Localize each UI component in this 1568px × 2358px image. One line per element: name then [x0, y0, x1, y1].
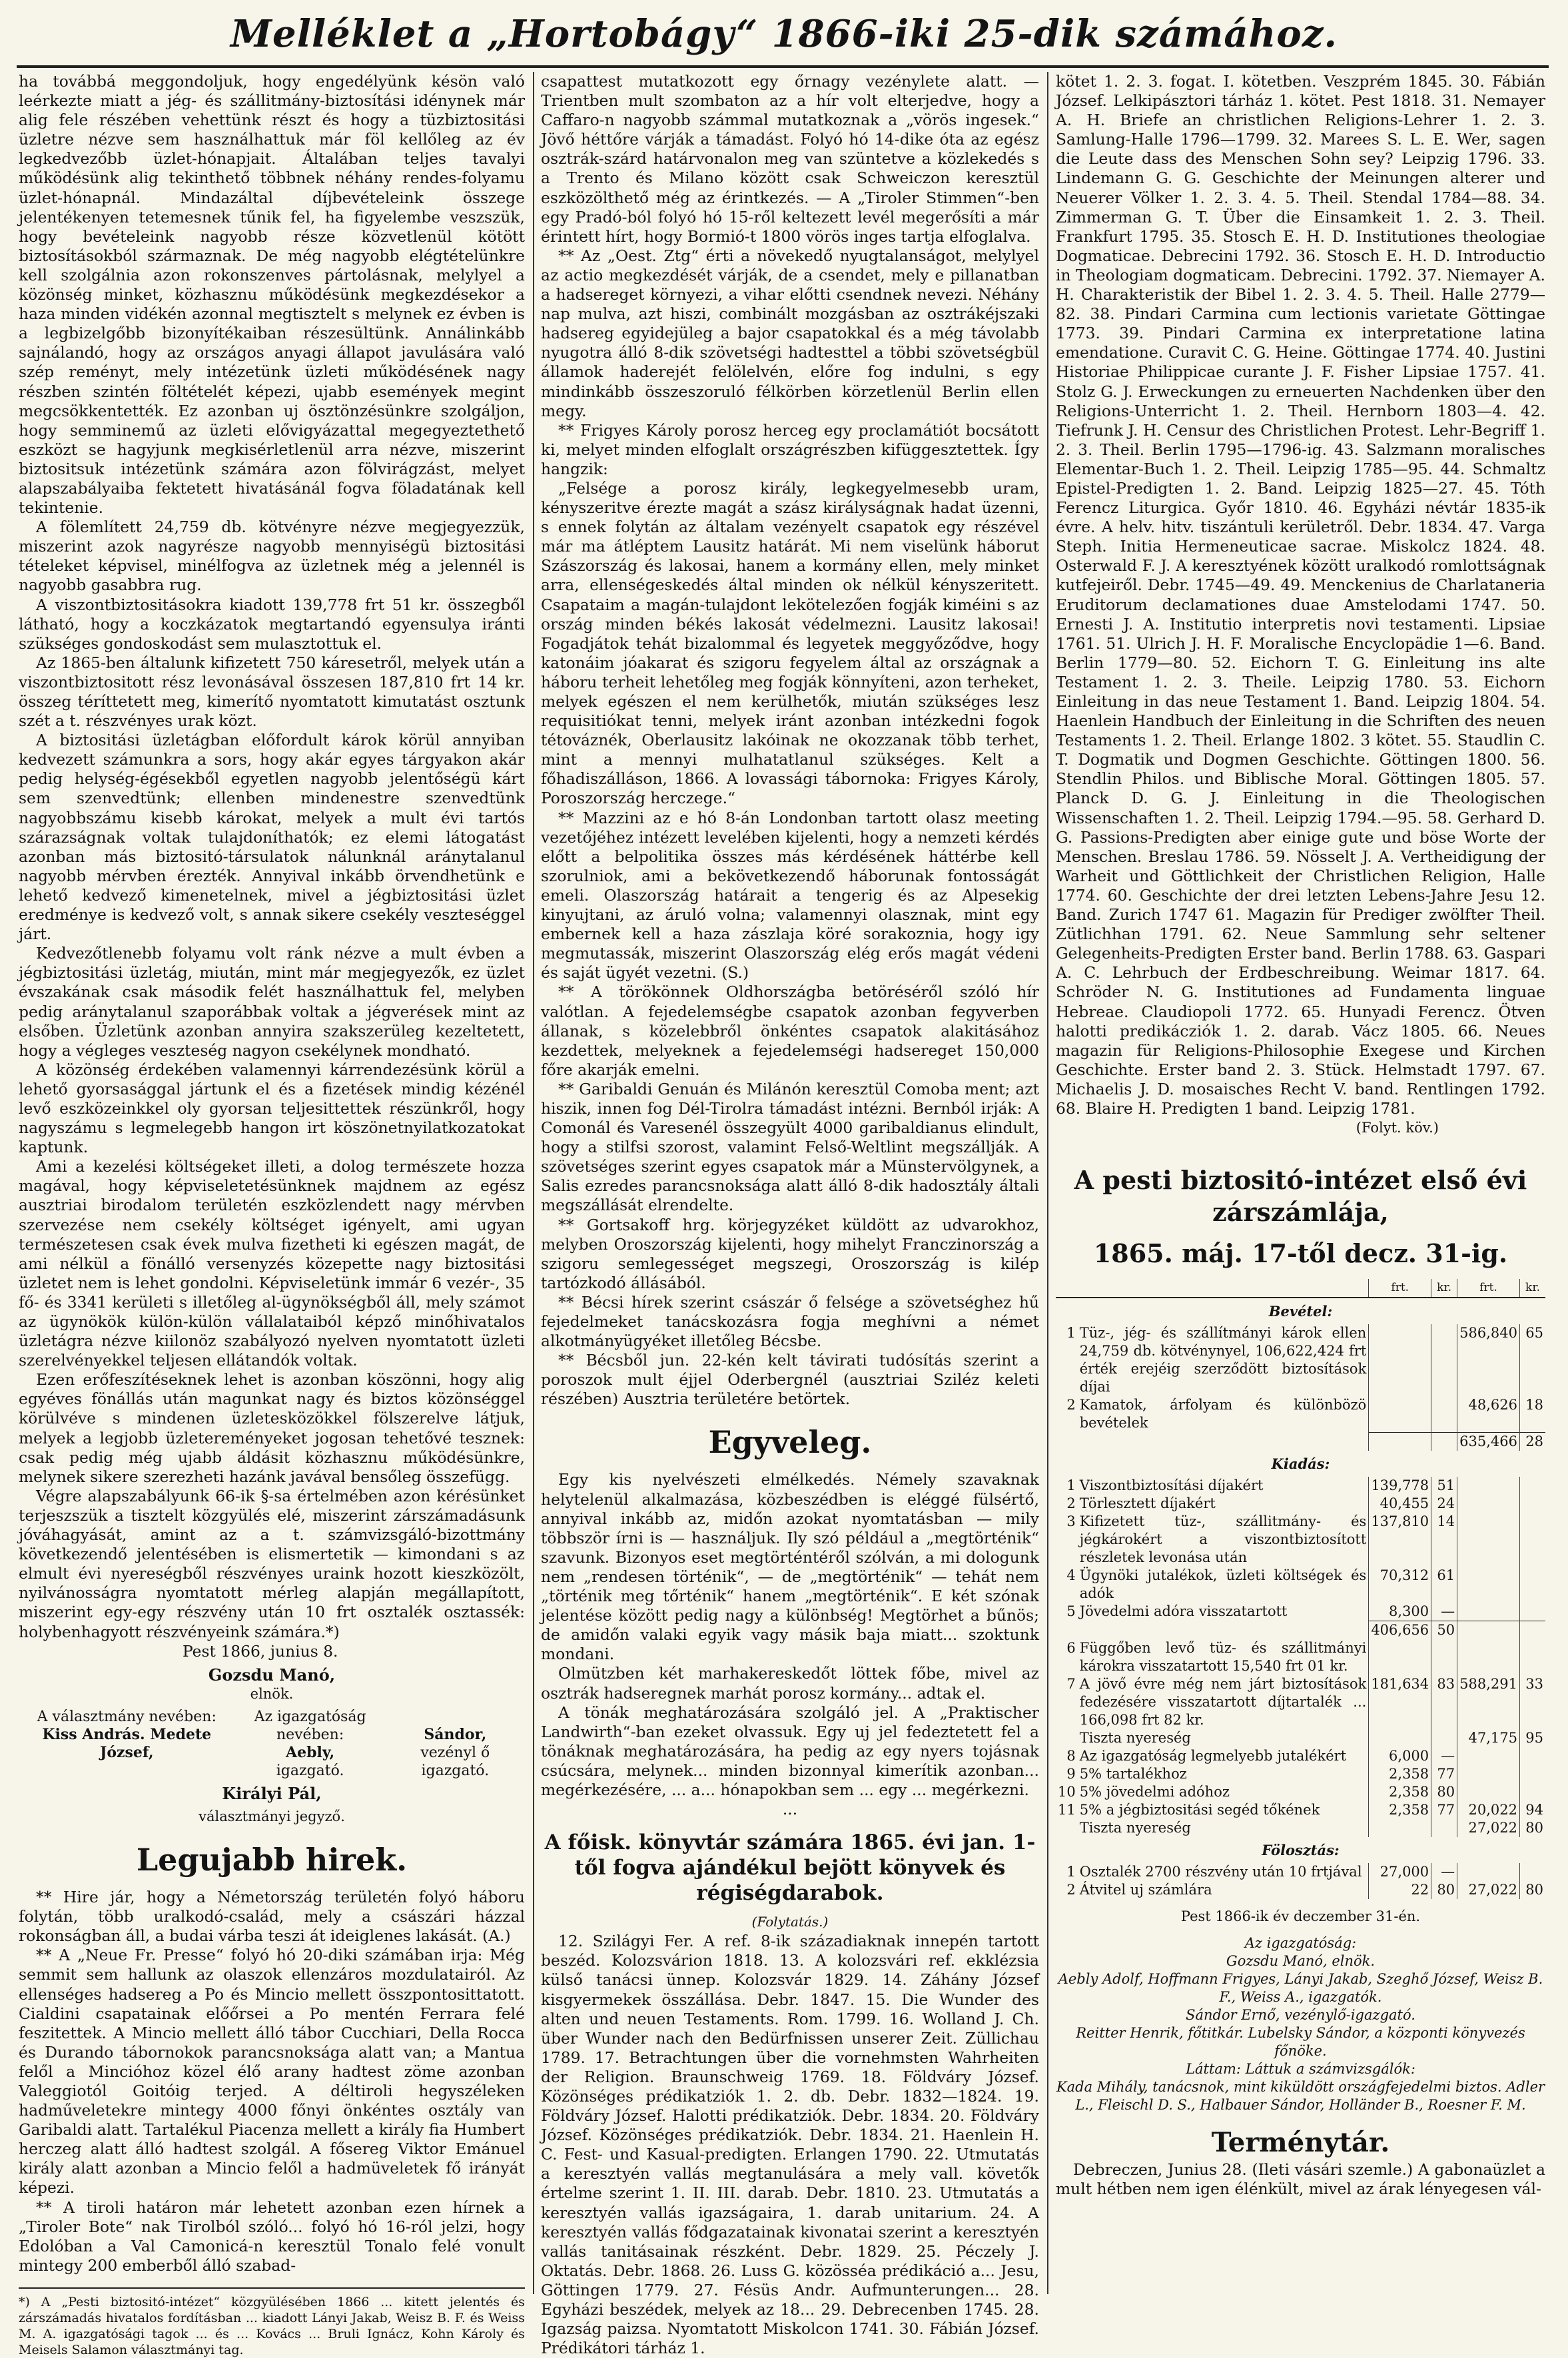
row-label: Függőben levő tüz- és szállitmányi károkra visszatartott 15,540 frt 01 kr.: [1079, 1639, 1367, 1674]
president-title: elnök.: [250, 1685, 294, 1702]
secretary-name: Királyi Pál,: [222, 1783, 322, 1803]
news-item: „Felsége a porosz király, legkegyelmesebb uram, kényszeritve érezte magát a szász királyságnak hadat üzenni, s ennek folytán az általam vezényelt csapatok egy részével már ma átléptem Lausitz határát. Mi nem viselünk háborut Szászország és lakosai, hanem a kormány ellen, mely minket arra, ellenségeskedés által minden ok nélkül kényszeritett. Csapataim a magán-tulajdont lekötelezően fogják kiméini s az ország minden békés lakosát védelmezni. Lausitz lakosai! Fogadjátok tehát bizalommal és legyetek meggyőződve, hogy katonáim jóakarat és szigoru fegyelem által az országnak a háboru terheit lehetőleg meg fogják könnyíteni, azon terheket, melyek egészen el nem kerülhetők, miután szükséges lesz requisitiókat tenni, melyek iránt azonban intézkedni fogok tétováznék, Oberlausitz lakóinak ne okozzanak több terhet, mint a mennyi mulhatatlanul szükséges. Kelt a főhadiszálláson, 1866. A lovassági tábornoka: Frigyes Károly, Poroszország herczege.“: [541, 478, 1039, 808]
row-kr-1: 77: [1431, 1801, 1457, 1819]
row-frt-1: 2,358: [1369, 1801, 1431, 1819]
row-kr-2: 28: [1520, 1432, 1546, 1451]
row-kr-2: [1520, 1863, 1546, 1881]
row-kr-1: —: [1431, 1603, 1457, 1621]
row-frt-2: 20,022: [1457, 1801, 1520, 1819]
row-frt-2: [1457, 1567, 1520, 1603]
board-middle: Az igazgatóság nevében: Aebly, igazgató.: [254, 1708, 366, 1779]
library-continued: (Folytatás.): [751, 1914, 829, 1930]
market-heading: Terménytár.: [1211, 2126, 1390, 2158]
row-kr-1: —: [1431, 1747, 1457, 1765]
row-frt-2: [1457, 1863, 1520, 1881]
row-number: 2: [1066, 1495, 1076, 1511]
row-kr-1: [1431, 1639, 1457, 1675]
header-kr: kr.: [1520, 1279, 1546, 1298]
account-row: [1056, 1396, 1545, 1432]
header-blank: [1056, 1279, 1078, 1298]
report-paragraph: Kedvezőtlenebb folyamu volt ránk nézve a mult évben a jégbiztositási üzletág, miután, mint már megjegyezők, ez üzlet évszakának csak második felét használhattuk fel, melyben pedig aránytalanul szaporábbak voltak a jégverések mint az elsőben. Üzletünk azonban annyira szakszerüleg kezeltetett, hogy a végleges veszteség nagyon csekélynek mondható.: [19, 944, 525, 1060]
row-label: Kamatok, árfolyam és különbözö bevételek: [1079, 1397, 1367, 1431]
news-heading: Legujabb hirek.: [136, 1842, 408, 1878]
report-paragraph: Ami a kezelési költségeket illeti, a dolog természete hozza magával, hogy képviseletetésünknek majdnem az egész ausztriai birodalom területén eszközlendett nagy mérvben szervezése nem csekély költséget igényelt, ami ugyan természetesen csak évek mulva fizetheti ki egészen magát, de ami nélkül a fönálló versenyzés közepette nagy biztositási üzletet nem is lehet gondolni. Képviseletünk immár 6 vezér-, 35 fő- és 3341 kerületi s illetőleg al-ügynökségből áll, mely számot az ügynökök külön-külön vállalataiból képző minőhivatalos üzletágra nézve kiilonöz szabályozó nyelven nyomtatott üzleti szerelvényekkel teljesen ellátandók voltak.: [19, 1157, 525, 1370]
misc-heading: Egyveleg.: [708, 1424, 872, 1461]
place-date: Pest 1866, junius 8.: [183, 1641, 338, 1661]
row-frt-1: 8,300: [1369, 1603, 1431, 1621]
account-row: [1056, 1477, 1545, 1495]
account-header-row: [1056, 1279, 1545, 1298]
news-item: ** A „Neue Fr. Presse“ folyó hó 20-diki számában irja: Még semmit sem hallunk az olaszok ellenzáros mozdulatairól. Az ellenséges hadsereg a Po és Mincio mellett összpontosittatott. Cialdini csapatainak előőrsei a Po mentén Ferrara felé feszitettek. A Mincio mellett álló tábor Cucchiari, Della Rocca és Durando tábornokok parancsnoksága alatt van; a Mantua felől a Mincióhoz közel élő arany hadtest zöme azonban Valeggiotól Goitóig terjed. A déltiroli hegyszéleken hadműveletekre mintegy 4000 főnyi önkéntes osztály van Garibaldi alatt. Tartalékul Piacenza mellett a király fia Humbert herczeg alatt álló hadtest szolgál. A fősereg Viktor Emánuel király alatt azonban a Mincio felől a hadmüveletek fő irányát képezi.: [19, 1946, 525, 2197]
row-kr-2: [1520, 1513, 1546, 1567]
misc-item: Egy kis nyelvészeti elmélkedés. Némely szavaknak helytelenül alkalmazása, közbeszédben is eléggé fülsértő, annyival inkább az, midőn azokat nyomtatásban — mily többször írni is — használjuk. Ily szó például a „megtörténik“ szavunk. Bizonyos eset megtörténtéről szólván, a mi dologunk nem „rendesen történik“, — de „megtörténik“ — tehát nem „történik meg tőrténik“ hanem „megtörténik“. E két szónak jelentése között pedig nagy a különbség! Megtörhet a bűnös; de amidőn valaki egyik vagy másik baja miatt... szoktunk mondani.: [541, 1470, 1039, 1664]
row-number: [1056, 1621, 1078, 1639]
row-kr-1: 50: [1431, 1621, 1457, 1639]
row-frt-1: 22: [1369, 1881, 1431, 1899]
row-frt-2: [1457, 1495, 1520, 1513]
row-number: 5: [1066, 1603, 1076, 1619]
news-item: ** Bécsből jun. 22-kén kelt távirati tudósítás szerint a poroszok mult éjjel Oderbergnél (ausztriai Sziléz keleti részében) Ausztria területére betörtek.: [541, 1351, 1039, 1409]
row-frt-1: [1369, 1819, 1431, 1837]
row-frt-2: [1457, 1765, 1520, 1783]
row-kr-2: 33: [1520, 1675, 1546, 1729]
row-label: Ügynöki jutalékok, üzleti költségek és adók: [1079, 1567, 1367, 1601]
row-frt-1: [1369, 1729, 1431, 1747]
row-frt-2: 635,466: [1457, 1432, 1520, 1451]
row-label: [1078, 1621, 1369, 1639]
account-row: [1056, 1783, 1545, 1801]
account-row: [1056, 1324, 1545, 1396]
account-row: [1056, 1765, 1545, 1783]
row-frt-2: 27,022: [1457, 1881, 1520, 1899]
news-item: ** Mazzini az e hó 8-án Londonban tartott olasz meeting vezetőjéhez intézett levelében kijelenti, hogy a nemzeti kérdés előtt a belpolitika összes más kérdésének háttérbe kell szorulniok, ami a bekövetkezendő háborunak fontosságát emeli. Olaszország határait a tengerig és az Alpesekig kinyujtani, az áruló volna; valamennyi olasznak, mint egy embernek kell a haza zászlaja köré sorakoznia, hogy igy megmutassák, miszerint Olaszország elég erős magát védeni és saját ügyét vezetni. (S.): [541, 808, 1039, 983]
row-label: 5% jövedelmi adóhoz: [1079, 1783, 1230, 1800]
row-label: A jövő évre még nem járt biztosítások fedezésére visszatartott díjtartalék ... 166,098 frt 82 kr.: [1079, 1675, 1367, 1728]
account-section-row: [1056, 1451, 1545, 1477]
account-row: [1056, 1603, 1545, 1621]
column-2: [541, 72, 1039, 2358]
row-frt-1: 139,778: [1369, 1477, 1431, 1495]
news-item: ** Az „Oest. Ztg“ érti a növekedő nyugtalanságot, melylyel az actio megkezdését várják, de a csendet, mely e pillanatban a hadsereget környezi, a vihar előtti csendnek nevezi. Néhány nap mulva, azt hiszi, combinált mozgásban az osztrákéjszaki hadsereg egyidejüleg a bajor csapatokkal és a még távolabb nyugotra álló 8-dik szövetségi hadtesttel a többi szövetségbül államok haderejét felölelvén, előre fog indulni, s egy mindinkább összeszoruló félkörben körzetlenül Berlin ellen megy.: [541, 246, 1039, 420]
row-number: 1: [1066, 1477, 1076, 1493]
row-frt-1: 40,455: [1369, 1495, 1431, 1513]
row-kr-2: [1520, 1765, 1546, 1783]
news-item: ** Frigyes Károly porosz herceg egy proclamátiót bocsátott ki, melyet minden elfoglalt országrészben kifüggesztettek. Így hangzik:: [541, 420, 1039, 478]
row-frt-1: [1369, 1396, 1431, 1432]
row-label: Viszontbiztosítási díjakért: [1079, 1477, 1264, 1493]
row-number: 2: [1066, 1881, 1076, 1898]
report-paragraph: A fölemlített 24,759 db. kötvényre nézve megjegyezzük, miszerint azok nagyrésze nagyobb mennyiségü biztositási tételeket képvisel, minélfogva az üzletnek még a jelennél is nagyobb gasabbra rug.: [19, 518, 525, 595]
row-kr-1: —: [1431, 1863, 1457, 1881]
library-footer: (Folyt. köv.): [1356, 1120, 1439, 1136]
row-label: Jövedelmi adóra visszatartott: [1079, 1603, 1288, 1619]
row-frt-2: 47,175: [1457, 1729, 1520, 1747]
misc-item: Olmützben két marhakereskedőt löttek főbe, mivel az osztrák hadseregnek marhát porosz kormány... adtak el.: [541, 1664, 1039, 1703]
row-frt-1: 137,810: [1369, 1513, 1431, 1567]
report-paragraph: A közönség érdekében valamennyi kárrendezésünk körül a lehető gyorsasággal jártunk el és a fizetések mindig kézénél levő eszközeinkkel oly gyorsan teljesittettek részünkről, hogy nagyszámu s legmelegebb hangon irt köszönetnyilatkozatokat kaptunk.: [19, 1060, 525, 1157]
row-kr-1: [1431, 1324, 1457, 1396]
account-row: [1056, 1729, 1545, 1747]
row-frt-2: 588,291: [1457, 1675, 1520, 1729]
news-item: ** A törökönnek Oldhországba betöréséről szóló hír valótlan. A fejedelemségbe csapatok azonban fegyverben állanak, s közelebbről önkéntes csapatok alakitásához kezdettek, melyeknek a fejedelemségi hadsereget 150,000 főre akarják emelni.: [541, 983, 1039, 1079]
row-kr-2: [1520, 1495, 1546, 1513]
header-kr: kr.: [1431, 1279, 1457, 1298]
row-number: [1056, 1729, 1078, 1747]
account-row: [1056, 1675, 1545, 1729]
account-section-row: [1056, 1298, 1545, 1324]
row-frt-2: [1457, 1639, 1520, 1675]
column-rule-2: [1047, 72, 1048, 2294]
account-table: [1056, 1279, 1545, 1899]
row-kr-2: [1520, 1621, 1546, 1639]
section-label: Kiadás:: [1271, 1455, 1330, 1472]
column-3: [1056, 72, 1545, 2294]
row-kr-2: [1520, 1477, 1546, 1495]
row-label: Az igazgatóság legmelyebb jutalékért: [1079, 1747, 1347, 1764]
board-signatures: [25, 1708, 518, 1780]
row-number: 4: [1066, 1567, 1076, 1583]
row-kr-2: 80: [1520, 1819, 1546, 1837]
account-row: [1056, 1432, 1545, 1451]
row-number: 2: [1066, 1397, 1076, 1413]
row-label: Törlesztett díjakért: [1079, 1495, 1216, 1511]
misc-item: A tönák meghatározására szolgáló jel. A „Praktischer Landwirth“-ban ezeket olvassuk. Egy uj jel fedeztetett fel a tönáknak meghatározására, ha pedig az egy nyers tojásnak csúcsára, melynek... minden bizonnyal kimerítik azonban... megérkezésére, ... a... hónapokban sem ... egy ... megérkezni.: [541, 1703, 1039, 1799]
account-row: [1056, 1747, 1545, 1765]
report-paragraph: A biztositási üzletágban előfordult károk körül annyiban kedvezett számunkra a sors, hogy akár egyes tárgyakon akár pedig helység-égésekből egyetlen nagyobb jelentőségü kárt sem szenvedtünk; ellenben mindenestre szenvedtünk nagyobbszámu kisebb károkat, melyek a mult évi tartós szárazságnak voltak tulajdoníthatók; ez elemi látogatást azonban más biztositó-társulatok nálunknál aránytalanul nagyobb mérvben érezték. Annyival inkább örvendhetünk e lehető kedvező kimenetelnek, mivel a jégbiztositási üzlet eredménye is kedvező volt, s annak sikere csekély veszteséggel járt.: [19, 731, 525, 944]
row-number: 3: [1066, 1513, 1076, 1529]
row-frt-2: [1457, 1783, 1520, 1801]
row-label: Osztalék 2700 részvény után 10 frtjával: [1079, 1863, 1362, 1880]
row-kr-1: 80: [1431, 1783, 1457, 1801]
row-number: [1056, 1819, 1078, 1837]
secretary-title: választmányi jegyző.: [198, 1808, 345, 1824]
row-number: 1: [1066, 1325, 1076, 1342]
row-kr-1: 51: [1431, 1477, 1457, 1495]
row-frt-2: 586,840: [1457, 1324, 1520, 1396]
row-kr-2: [1520, 1747, 1546, 1765]
row-frt-2: [1457, 1747, 1520, 1765]
footnote: *) A „Pesti biztositó-intézet“ közgyülésében 1866 ... kitett jelentés és zárszámadás hivatalos fordításban ... kiadott Lányi Jakab, Weisz B. F. és Weiss M. A. igazgatósági tagok ... és ... Kovács ... Bruli Ignácz, Kohn Károly és Meisels Salamon választmányi tag.: [19, 2287, 525, 2358]
account-row: [1056, 1621, 1545, 1639]
row-number: 1: [1066, 1863, 1076, 1880]
row-number: 10: [1058, 1783, 1076, 1800]
row-kr-2: [1520, 1603, 1546, 1621]
row-frt-1: [1369, 1432, 1431, 1451]
row-kr-1: 14: [1431, 1513, 1457, 1567]
row-label: Kifizetett tüz-, szállitmány- és jégkárokért a viszontbiztosított részletek levonása után: [1079, 1513, 1367, 1565]
row-kr-1: [1431, 1729, 1457, 1747]
row-kr-1: [1431, 1432, 1457, 1451]
row-number: 11: [1058, 1801, 1076, 1818]
board-left: A választmány nevében: Kiss András. Medete József,: [37, 1708, 216, 1761]
column-1: [19, 72, 525, 2357]
news-item: ** A tiroli határon már lehetett azonban ezen hírnek a „Tiroler Bote“ nak Tirolból szóló... folyó hó 16-ról jelzi, hogy Edolóban a Val Camonicá-n keresztül Tonalo felé vonult mintegy 200 emberből álló szabad-: [19, 2197, 525, 2275]
report-paragraph: Ezen erőfeszítéseknek lehet is azonban köszönni, hogy alig egyéves fönállás után magunkat nagy és biztos közönséggel körülvéve s mindenen üzletesközökkel fölszerelve látjuk, melyek a legjobb üzletereményeket jogosan tehetővé tesznek: csak pedig még ujabb áldásit közhasznu működésünkre, melynek sikere szerezheti hazánk javával bensőleg összefügg.: [19, 1370, 525, 1486]
report-paragraph: A viszontbiztositásokra kiadott 139,778 frt 51 kr. összegből látható, hogy a koczkázatok megtartandó egyensulya iránti szükséges gondoskodást sem mulasztottuk el.: [19, 595, 525, 653]
section-label: Fölosztás:: [1262, 1841, 1340, 1858]
board-right: Sándor, vezényl ő igazgató.: [420, 1725, 490, 1779]
account-row: [1056, 1513, 1545, 1567]
row-number: 6: [1066, 1639, 1076, 1656]
row-kr-1: 24: [1431, 1495, 1457, 1513]
row-frt-1: 70,312: [1369, 1567, 1431, 1603]
header-frt: frt.: [1369, 1279, 1431, 1298]
row-frt-1: 2,358: [1369, 1783, 1431, 1801]
account-section-row: [1056, 1837, 1545, 1863]
row-frt-1: [1369, 1639, 1431, 1675]
row-kr-1: [1431, 1819, 1457, 1837]
row-number: [1056, 1432, 1078, 1451]
account-row: [1056, 1495, 1545, 1513]
row-frt-2: [1457, 1477, 1520, 1495]
report-paragraph: ha továbbá meggondoljuk, hogy engedélyünk késön való leérkezte miatt a jég- és szállitmány-biztosítási idénynek már alig fele részében vehettünk részt és hogy a tüzbiztositási üzletre nézve sem használhattuk már föl kellőleg az év legkedvezőbb üzlet-hónapjait. Általában teljes tavalyi működésünk alig tekinthető többnek néhány rendes-folyamu üzlet-hónapnál. Mindazáltal díjbevételeink összege jelentékenyen tetemesnek tűnik fel, ha figyelembe veszszük, hogy bevételeink nagyobb része közvetlenül kötött biztosításokból származnak. De még nagyobb elégtételünkre kell szolgálnia azon rokonszenves pártolásnak, melylyel a közönség minket, közhasznu működésünk megkezdésekor a haza minden vidékén azonnal megtisztelt s melynek ez évben is a legbizelgőbb bizonyítékaiban részesültünk. Annálinkább sajnálandó, hogy az országos anyagi állapot javulására való szép reményt, mely intézetünk üzleti működésének nagy részben szintén föltételét képezi, ujabb események megint megcsökkentették. Ez azonban uj ösztönzésünkre szolgáljon, hogy semminemű az üzleti elővigyázattal megegyeztethető eszközt se hagyjunk megkisérletlenül arra nézve, miszerint biztositsuk intézetünk számára azon fölvirágzást, melyet alapszabályaiba fektetett hivatásánál fogva föladatának kell tekintenie.: [19, 72, 525, 518]
account-subtitle: 1865. máj. 17-től decz. 31-ig.: [1093, 1238, 1508, 1269]
row-label: 5% a jégbiztositási segéd tőkének: [1079, 1801, 1320, 1818]
account-title: A pesti biztositó-intézet első évi zárszámlája,: [1074, 1165, 1527, 1228]
row-number: 8: [1066, 1747, 1076, 1764]
misc-item: ...: [782, 1800, 798, 1819]
account-row: [1056, 1881, 1545, 1899]
account-row: [1056, 1639, 1545, 1675]
row-kr-2: 18: [1520, 1396, 1546, 1432]
masthead: Melléklet a „Hortobágy“ 1866-iki 25-dik számához.: [230, 12, 1338, 56]
market-text: Debreczen, Junius 28. (Ileti vásári szemle.) A gabonaüzlet a mult hétben nem igen élénkült, mivel az árak lényegesen vál-: [1056, 2160, 1545, 2198]
news-item: csapattest mutatkozott egy őrnagy vezénylete alatt. — Trientben mult szombaton az a hír volt elterjedve, hogy a Caffaro-n nagyobb számmal mutatkoznak a „vörös ingesek.“ Jövő héttőre várják a támadást. Folyó hó 14-dike óta az egész osztrák-szárd határvonalon meg van szüntetve a közlekedés s a Trento és Milano között csak Schweiczon keresztül eszközölthető még az érintkezés. — A „Tiroler Stimmen“-ben egy Pradó-ból folyó hó 15-ről keltezett levél megerősíti a már érintett hírt, hogy Bormió-t 1800 vörös inges tartja elfoglalva.: [541, 72, 1039, 246]
header-blank: [1078, 1279, 1369, 1298]
account-signers: Az igazgatóság: Gozsdu Manó, elnök. Aebly Adolf, Hoffmann Frigyes, Lányi Jakab, Szeghő József, Weisz B. F., Weiss A., igazgatók. Sándor Ernő, vezénylő-igazgató. Reitter Henrik, főtitkár. Lubelsky Sándor, a központi könyvezés főnöke. Láttam: Láttuk a számvizsgálók: Kada Mihály, tanácsnok, mint kiküldött országfejedelmi biztos. Adler L., Fleischl D. S., Halbauer Sándor, Holländer B., Roesner F. M.: [1056, 1934, 1545, 2113]
row-label: 5% tartalékhoz: [1079, 1765, 1187, 1782]
news-item: ** Bécsi hírek szerint császár ő felsége a szövetséghez hű fejedelmeket tanácskozásra fogja meghívni a német alkotmányügyéket illetőleg Bécsbe.: [541, 1292, 1039, 1351]
account-row: [1056, 1801, 1545, 1819]
row-kr-2: 65: [1520, 1324, 1546, 1396]
row-label: Tiszta nyereség: [1079, 1729, 1191, 1746]
column-rule-1: [533, 72, 534, 2294]
row-frt-1: 181,634: [1369, 1675, 1431, 1729]
row-kr-1: 77: [1431, 1765, 1457, 1783]
row-kr-2: [1520, 1567, 1546, 1603]
row-kr-2: [1520, 1639, 1546, 1675]
section-label: Bevétel:: [1268, 1303, 1333, 1320]
row-frt-2: [1457, 1603, 1520, 1621]
row-number: 7: [1066, 1675, 1076, 1692]
report-paragraph: Végre alapszabályunk 66-ik §-sa értelmében azon kérésünket terjeszszük a tisztelt közgyülés elé, miszerint zárszámadásunk jóváhagyását, amint az a t. számvizsgáló-bizottmány következendő jelentésében is elismertetik — kimondani s az elmult évi nyereségből részvényes uraink hozott kieszközölt, nyilvánosságra nyomtatott mérleg alapján megállapított, miszerint egy-egy részvény után 10 frt osztalék osztassék: holybenhagyott részvényeink számára.*): [19, 1486, 525, 1641]
row-kr-2: 95: [1520, 1729, 1546, 1747]
row-frt-1: 27,000: [1369, 1863, 1431, 1881]
library-list: 12. Szilágyi Fer. A ref. 8-ik századiaknak innepén tartott beszéd. Kolozsvárion 1818. 13. A kolozsvári ref. ekklézsia külső tanácsi ünnep. Kolozsvár 1829. 14. Záhány József kisgyermekek összállása. Debr. 1847. 15. Die Wunder des alten und neuen Testaments. Rom. 1799. 16. Wolland J. Ch. über Wunder nach den Bedürfnissen unserer Zeit. Züllichau 1789. 17. Betrachtungen über die vornehmsten Wahrheiten der Religion. Braunschweig 1769. 18. Földváry József. Közönséges prédikatziók 1. 2. db. Debr. 1832—1824. 19. Földváry József. Halotti prédikatziók. Debr. 1834. 20. Földváry József. Közönséges prédikatziók. Debr. 1834. 21. Haenlein H. C. Fest- und Kasual-predigten. Erlangen 1790. 22. Utmutatás a keresztyén vallás megtanulására a mely vall. követők értelme szerint 1. II. III. darab. Debr. 1810. 23. Utmutatás a keresztyén vallás igazságaira, 1. darab unitarium. 24. A keresztyén vallás fődgazatainak kivonatai szerint a keresztyén vallás tanitásainak részként. Debr. 1829. 25. Péczely J. Oktatás. Debr. 1868. 26. Luss G. közösséa prédikáció a... Jesu, Göttingen 1779. 27. Fésüs Andr. Aufmunterungen... 28. Egyházi beszédek, melyek az 18... 29. Debrecenben 1745. 28. Igazság paizsa. Nyomtatott Miskolcon 1741. 30. Fábián József. Prédikátori tárház 1.: [541, 1932, 1039, 2358]
row-label: Átvitel uj számlára: [1079, 1881, 1212, 1898]
report-paragraph: Az 1865-ben általunk kifizetett 750 káresetről, melyek után a viszontbiztositott rész levonásával összesen 187,810 frt 14 kr. összeg téríttetett meg, kimerítő nyomtatott kimutatást osztunk szét a t. részvényes urak közt.: [19, 653, 525, 731]
row-kr-2: 80: [1520, 1881, 1546, 1899]
top-rule: [17, 65, 1549, 68]
row-kr-1: [1431, 1396, 1457, 1432]
row-kr-1: 61: [1431, 1567, 1457, 1603]
account-row: [1056, 1863, 1545, 1881]
president-name: Gozsdu Manó,: [208, 1665, 336, 1685]
row-frt-1: 406,656: [1369, 1621, 1431, 1639]
row-frt-2: [1457, 1621, 1520, 1639]
account-row: [1056, 1567, 1545, 1603]
row-label: Tiszta nyereség: [1079, 1819, 1191, 1836]
row-frt-1: 2,358: [1369, 1765, 1431, 1783]
row-kr-1: 83: [1431, 1675, 1457, 1729]
row-frt-1: [1369, 1324, 1431, 1396]
library-heading: A főisk. könyvtár számára 1865. évi jan. 1-től fogva ajándékul bejött könyvek és régiségdarabok.: [544, 1830, 1036, 1906]
row-frt-2: [1457, 1513, 1520, 1567]
row-frt-1: 6,000: [1369, 1747, 1431, 1765]
row-kr-2: 94: [1520, 1801, 1546, 1819]
row-kr-2: [1520, 1783, 1546, 1801]
header-frt: frt.: [1457, 1279, 1520, 1298]
news-item: ** Garibaldi Genuán és Milánón keresztül Comoba ment; azt hiszik, innen fog Dél-Tirolra támadást intézni. Bernból irják: A Comonál és Varesenél összegyült 4000 garibaldianus elindult, hogy a stilfsi szorost, valamint Felső-Weltlint megszállják. A szövetséges szerint egyes csapatok már a Münstervölgynek, a Salis ezredes parancsnoksága alatt álló 8-dik hadosztály általi megszállását elrendelte.: [541, 1079, 1039, 1215]
row-frt-2: 48,626: [1457, 1396, 1520, 1432]
row-frt-2: 27,022: [1457, 1819, 1520, 1837]
news-item: ** Gortsakoff hrg. körjegyzéket küldött az udvarokhoz, melyben Oroszország kijelenti, hogy mihelyt Franczinország a szigoru semlegességet megszegi, Oroszország is kilép tartózkodó állásából.: [541, 1215, 1039, 1292]
account-date: Pest 1866-ik év deczember 31-én.: [1180, 1908, 1421, 1924]
row-kr-1: 80: [1431, 1881, 1457, 1899]
row-number: 9: [1066, 1765, 1076, 1782]
row-label: [1078, 1432, 1369, 1451]
news-item: ** Hire jár, hogy a Németország területén folyó háboru folytán, több uralkodó-család, mely a császári házzal rokonságban áll, a budai várba teszi át ideiglenes lakását. (A.): [19, 1888, 525, 1946]
library-list: kötet 1. 2. 3. fogat. I. kötetben. Veszprém 1845. 30. Fábián József. Lelkipásztori tárház 1. kötet. Pest 1818. 31. Nemayer A. H. Briefe an christlichen Religions-Lehrer 1. 2. 3. Samlung-Halle 1796—1799. 32. Marees S. L. E. Wer, sagen die Leute dass des Menschen Sohn sey? Leipzig 1796. 33. Lindemann G. G. Geschichte der Meinungen alterer und Neuerer Völker 1. 2. 3. 4. 5. Theil. Stendal 1784—88. 34. Zimmerman G. T. Über die Einsamkeit 1. 2. 3. Theil. Frankfurt 1795. 35. Stosch E. H. D. Institutiones theologiae Dogmaticae. Debrecini 1792. 36. Stosch E. H. D. Introductio in Theologiam dogmaticam. Debrecini. 1792. 37. Niemayer A. H. Charakteristik der Bibel 1. 2. 3. 4. 5. Theil. Halle 2779—82. 38. Pindari Carmina cum lectionis varietate Göttingae 1773. 39. Pindari Carmina ex interpretatione latina emendatione. Curavit C. G. Heine. Göttingae 1774. 40. Justini Historiae Philippicae curante J. F. Fisher Lipsiae 1757. 41. Stolz G. J. Erweckungen zu erneuerten Nachdenken über den Religions-Unterricht 1. 2. Theil. Hernborn 1803—4. 42. Tiefrunk J. H. Censur des Christlichen Protest. Lehr-Begriff 1. 2. 3. Theil. Berlin 1795—1796-ig. 43. Salzmann moralisches Elementar-Buch 1. 2. Theil. Leipzig 1785—95. 44. Schmaltz Epistel-Predigten 1. 2. Band. Leipzig 1825—27. 45. Tóth Ferencz Liturgica. Győr 1810. 46. Egyházi névtár 1835-ik évre. A helv. hitv. tiszántuli kerületről. Debr. 1834. 47. Varga Steph. Initia Hermeneuticae sacrae. Miskolcz 1824. 48. Osterwald F. J. A keresztyének között uralkodó romlottságnak kutfejeiről. Debr. 1745—49. 49. Menckenius de Charlataneria Eruditorum declamationes duae Amstelodami 1747. 50. Ernesti J. A. Institutio interpretis novi testamenti. Lipsiae 1761. 51. Ulrich J. H. F. Moralische Encyclopädie 1—6. Band. Berlin 1779—80. 52. Eichorn T. G. Einleitung ins alte Testament 1. 2. 3. Theile. Leipzig 1780. 53. Eichorn Einleitung in das neue Testament 1. Band. Leipzig 1804. 54. Haenlein Handbuch der Einleitung in die Schriften des neuen Testaments 1. 2. Theil. Erlange 1802. 3 kötet. 55. Staudlin C. T. Dogmatik und Dogmen Geschichte. Göttingen 1800. 56. Stendlin Philos. und Biblische Moral. Göttingen 1805. 57. Planck D. G. J. Einleitung in die Theologischen Wissenschaften 1. 2. Theil. Leipzig 1794.—95. 58. Gerhard D. G. Passions-Predigten aber einige gute und böse Worte der Menschen. Breslau 1786. 59. Nösselt J. A. Vertheidigung der Warheit und Göttlichkeit der Christlichen Religion, Halle 1774. 60. Geschichte der drei letzten Lebens-Jahre Jesu 12. Band. Zurich 1747 61. Magazin für Prediger zwölfter Theil. Zütlichhan 1791. 62. Neue Sammlung sehr seltener Gelegenheits-Predigten Erster band. Berlin 1788. 63. Gaspari A. C. Lehrbuch der Erdbeschreibung. Weimar 1817. 64. Schröder N. G. Institutiones ad Fundamenta linguae Hebreae. Claudiopoli 1772. 65. Hunyadi Ferencz. Ötven halotti predikácziók 1. 2. darab. Vácz 1805. 66. Neues magazin für Religions-Philosophie Exegese und Kirchen Geschichte. Erster band 2. 3. Stück. Helmstadt 1797. 67. Michaelis J. D. mosaisches Recht V. band. Rentlingen 1792. 68. Blaire H. Predigten 1 band. Leipzig 1781.: [1056, 72, 1545, 1118]
account-row: [1056, 1819, 1545, 1837]
row-label: Tüz-, jég- és szállítmányi károk ellen 24,759 db. kötvénynyel, 106,622,424 frt érték erejéig szerződött biztosítások díjai: [1079, 1325, 1367, 1395]
